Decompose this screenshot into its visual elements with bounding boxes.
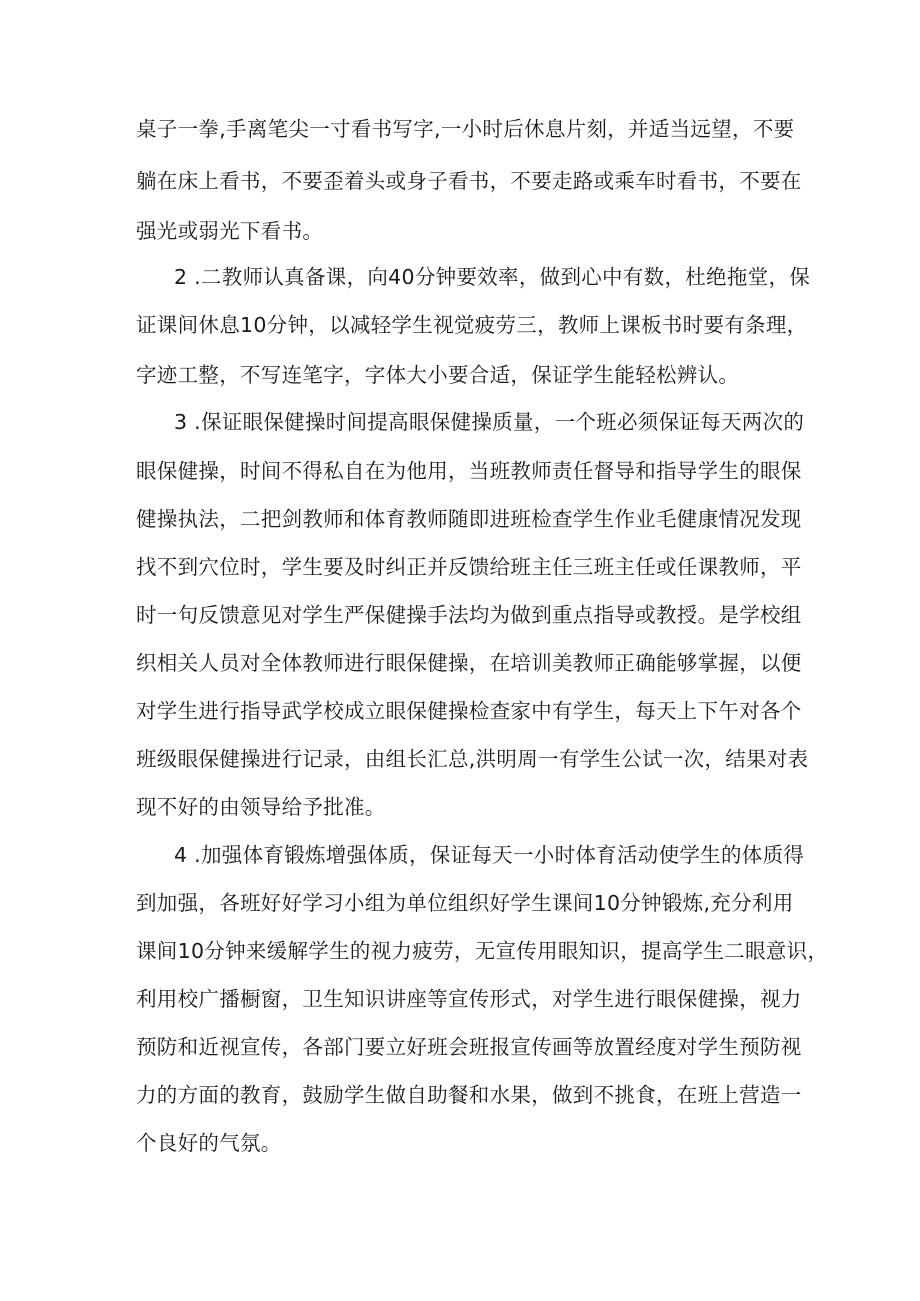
text-line: 到加强，各班好好学习小组为单位组织好学生课间10分钟锻炼,充分利用 — [136, 891, 794, 915]
text-line: 时一句反馈意见对学生严保健操手法均为做到重点指导或教授。是学校组 — [136, 603, 802, 627]
text-line: 躺在床上看书，不要歪着头或身子看书，不要走路或乘车时看书，不要在 — [136, 169, 802, 193]
text-line: 证课间休息10分钟，以减轻学生视觉疲劳三，教师上课板书时要有条理， — [136, 313, 808, 337]
text-line: 4 .加强体育锻炼增强体质，保证每天一小时体育活动使学生的体质得 — [174, 843, 805, 867]
text-line: 桌子一拳,手离笔尖一寸看书写字,一小时后休息片刻，并适当远望，不要 — [136, 117, 795, 141]
text-line: 健操执法，二把剑教师和体育教师随即进班检查学生作业毛健康情况发现 — [136, 507, 802, 531]
text-line: 3 .保证眼保健操时间提高眼保健操质量，一个班必须保证每天两次的 — [174, 410, 805, 434]
text-line: 力的方面的教育，鼓励学生做自助餐和水果，做到不挑食，在班上营造一 — [136, 1083, 802, 1107]
text-line: 眼保健操，时间不得私自在为他用，当班教师责任督导和指导学生的眼保 — [136, 459, 802, 483]
text-line: 强光或弱光下看书。 — [136, 219, 324, 243]
text-line: 班级眼保健操进行记录，由组长汇总,洪明周一有学生公试一次，结果对表 — [136, 747, 809, 771]
text-line: 找不到穴位时，学生要及时纠正并反馈给班主任三班主任或任课教师，平 — [136, 555, 802, 579]
text-line: 课间10分钟来缓解学生的视力疲劳，无宣传用眼知识，提高学生二眼意识， — [136, 939, 829, 963]
text-line: 2 .二教师认真备课，向40分钟要效率，做到心中有数，杜绝拖堂，保 — [174, 265, 811, 289]
text-line: 预防和近视宣传，各部门要立好班会班报宣传画等放置经度对学生预防视 — [136, 1035, 802, 1059]
text-line: 利用校广播橱窗，卫生知识讲座等宣传形式，对学生进行眼保健操，视力 — [136, 987, 802, 1011]
text-line: 字迹工整，不写连笔字，字体大小要合适，保证学生能轻松辨认。 — [136, 363, 740, 387]
text-line: 对学生进行指导武学校成立眼保健操检查家中有学生，每天上下午对各个 — [136, 699, 802, 723]
text-line: 现不好的由领导给予批准。 — [136, 795, 386, 819]
text-line: 织相关人员对全体教师进行眼保健操，在培训美教师正确能够掌握，以便 — [136, 651, 802, 675]
text-line: 个良好的气氛。 — [136, 1131, 282, 1155]
